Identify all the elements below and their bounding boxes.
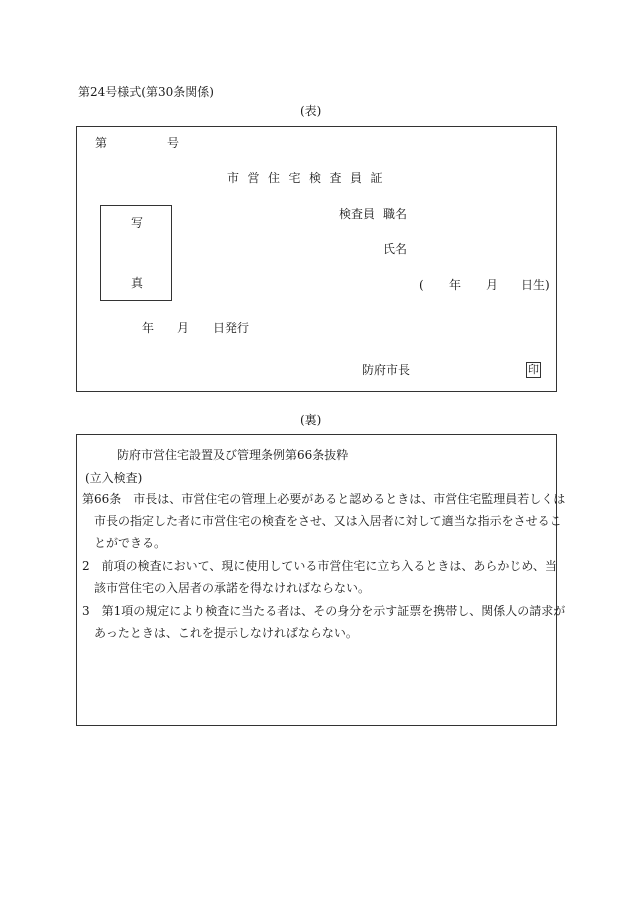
issue-day: 日発行 (213, 321, 250, 335)
paragraph-2 (82, 555, 557, 599)
birth-open-paren: ( (419, 278, 424, 292)
paragraph-line: 2 前項の検査において、現に使用している市営住宅に立ち入るときは、あらかじめ、当 (82, 559, 557, 573)
section-subtitle: (立入検査) (85, 471, 143, 485)
number-suffix: 号 (167, 136, 180, 150)
photo-area (100, 205, 172, 301)
issue-year: 年 (142, 321, 155, 335)
article-line: 第66条 市長は、市営住宅の管理上必要があると認めるときは、市営住宅監理員若しくは (82, 492, 566, 506)
card-title: 市営住宅検査員証 (227, 171, 392, 185)
name-label: 氏名 (383, 242, 408, 256)
number-prefix: 第 (95, 136, 108, 150)
front-heading: (表) (300, 104, 322, 118)
photo-label-bottom: 真 (131, 276, 144, 290)
issuer: 防府市長 (362, 363, 411, 377)
birth-month: 月 (486, 278, 499, 292)
form-number: 第24号様式(第30条関係) (78, 85, 214, 99)
position-label: 職名 (383, 207, 408, 221)
photo-label-top: 写 (131, 216, 144, 230)
paragraph-line: 該市営住宅の入居者の承諾を得なければならない。 (94, 581, 371, 595)
paragraph-line: 3 第1項の規定により検査に当たる者は、その身分を示す証票を携帯し、関係人の請求が (82, 604, 566, 618)
front-card (76, 126, 557, 392)
paragraph-3 (82, 600, 566, 644)
issue-month: 月 (177, 321, 190, 335)
seal-stamp: 印 (528, 363, 539, 376)
paragraph-line: あったときは、これを提示しなければならない。 (94, 626, 358, 640)
birth-day: 日生) (521, 278, 550, 292)
article-66 (82, 488, 566, 554)
inspector-label: 検査員 (339, 207, 376, 221)
regulation-title: 防府市営住宅設置及び管理条例第66条抜粋 (117, 448, 349, 462)
article-line: とができる。 (94, 536, 167, 550)
back-heading: (裏) (300, 413, 322, 427)
birth-year: 年 (449, 278, 462, 292)
article-line: 市長の指定した者に市営住宅の検査をさせ、又は入居者に対して適当な指示をさせるこ (94, 514, 562, 528)
